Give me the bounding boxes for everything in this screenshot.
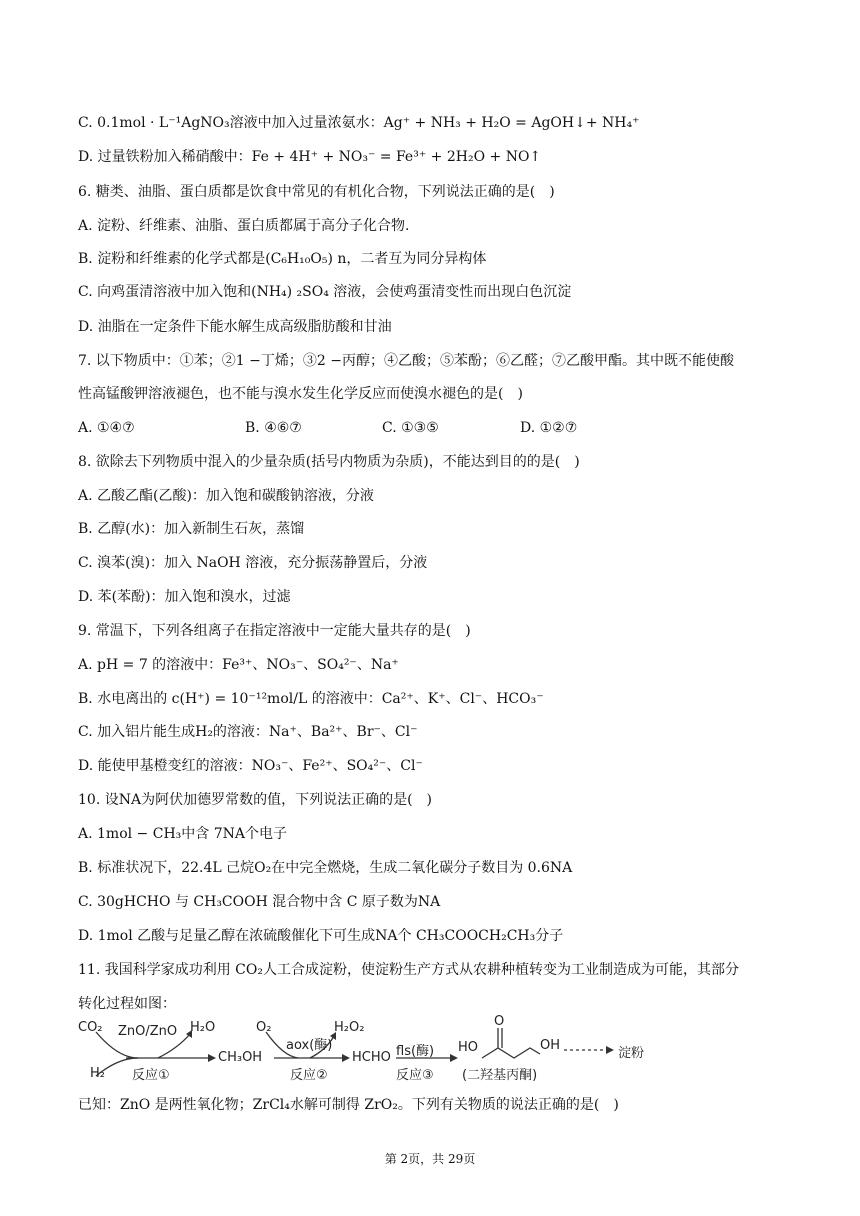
question-6-option-c: C. 向鸡蛋清溶液中加入饱和(NH₄) ₂SO₄ 溶液，会使鸡蛋清变性而出现白色沉淀 <box>78 284 572 300</box>
question-6-option-b: B. 淀粉和纤维素的化学式都是(C₆H₁₀O₅) n，二者互为同分异构体 <box>78 251 487 267</box>
scheme-ch3oh: CH₃OH <box>218 1050 263 1065</box>
question-8-option-a: A. 乙酸乙酯(乙酸)：加入饱和碳酸钠溶液，分液 <box>78 488 374 504</box>
question-6-option-d: D. 油脂在一定条件下能水解生成高级脂肪酸和甘油 <box>78 319 392 335</box>
question-10-option-b: B. 标准状况下，22.4L 己烷O₂在中完全燃烧，生成二氧化碳分子数目为 0.6NA <box>78 860 573 876</box>
scheme-catalyst: ZnO/ZnO <box>118 1024 178 1039</box>
scheme-h2o: H₂O <box>190 1020 216 1035</box>
question-10-stem: 10. 设NA为阿伏加德罗常数的值，下列说法正确的是( ) <box>78 792 432 808</box>
question-7-option-b: B. ④⑥⑦ <box>245 420 302 436</box>
question-7-option-c: C. ①③⑤ <box>382 420 439 436</box>
question-8-stem: 8. 欲除去下列物质中混入的少量杂质(括号内物质为杂质)，不能达到目的的是( ) <box>78 454 580 470</box>
scheme-h2o2: H₂O₂ <box>334 1020 365 1035</box>
question-9-option-b: B. 水电离出的 c(H⁺) = 10⁻¹²mol/L 的溶液中：Ca²⁺、K⁺、Cl⁻、HCO₃⁻ <box>78 691 544 707</box>
scheme-o2: O₂ <box>256 1020 272 1035</box>
scheme-starch: 淀粉 <box>618 1046 645 1061</box>
question-9-option-a: A. pH = 7 的溶液中：Fe³⁺、NO₃⁻、SO₄²⁻、Na⁺ <box>78 657 399 673</box>
scheme-ho: HO <box>458 1040 479 1055</box>
scheme-oh: OH <box>540 1038 561 1053</box>
scheme-reaction-3: 反应③ <box>396 1068 434 1083</box>
page-footer: 第 2页，共 29页 <box>384 1152 476 1166</box>
question-8-option-d: D. 苯(苯酚)：加入饱和溴水，过滤 <box>78 589 291 605</box>
question-7-stem-line1: 7. 以下物质中：①苯；②1 −丁烯；③2 −丙醇；④乙酸；⑤苯酚；⑥乙醛；⑦乙酸甲酯。其中既不能使酸 <box>78 353 734 369</box>
question-10-option-d: D. 1mol 乙酸与足量乙醇在浓硫酸催化下可生成NA个 CH₃COOCH₂CH₃分子 <box>78 928 564 944</box>
question-10-option-a: A. 1mol − CH₃中含 7NA个电子 <box>78 826 287 842</box>
question-11-stem-line1: 11. 我国科学家成功利用 CO₂人工合成淀粉，使淀粉生产方式从农耕种植转变为工业制造成为可能，其部分 <box>78 962 739 978</box>
scheme-hcho: HCHO <box>352 1050 391 1065</box>
scheme-aox-enzyme: aox(酶) <box>286 1038 333 1053</box>
question-8-option-b: B. 乙醇(水)：加入新制生石灰，蒸馏 <box>78 521 305 537</box>
scheme-dihydroxyacetone: (二羟基丙酮) <box>462 1068 538 1083</box>
question-8-option-c: C. 溴苯(溴)：加入 NaOH 溶液，充分振荡静置后，分液 <box>78 555 428 571</box>
scheme-fls-enzyme: fls(酶) <box>396 1044 435 1059</box>
question-6-stem: 6. 糖类、油脂、蛋白质都是饮食中常见的有机化合物，下列说法正确的是( ) <box>78 184 555 200</box>
question-11-stem-line2: 转化过程如图： <box>78 996 176 1012</box>
question-9-stem: 9. 常温下，下列各组离子在指定溶液中一定能大量共存的是( ) <box>78 623 471 639</box>
question-7-stem-line2: 性高锰酸钾溶液褪色，也不能与溴水发生化学反应而使溴水褪色的是( ) <box>78 386 523 402</box>
question-7-option-a: A. ①④⑦ <box>78 420 135 436</box>
option-c-ammonia: C. 0.1mol · L⁻¹AgNO₃溶液中加入过量浓氨水：Ag⁺ + NH₃ + H₂O = AgOH↓+ NH₄⁺ <box>78 115 640 131</box>
scheme-reaction-1: 反应① <box>132 1068 170 1083</box>
question-9-option-c: C. 加入铝片能生成H₂的溶液：Na⁺、Ba²⁺、Br⁻、Cl⁻ <box>78 724 418 740</box>
question-11-given: 已知：ZnO 是两性氧化物；ZrCl₄水解可制得 ZrO₂。下列有关物质的说法正确的是( ) <box>78 1097 619 1113</box>
question-9-option-d: D. 能使甲基橙变红的溶液：NO₃⁻、Fe²⁺、SO₄²⁻、Cl⁻ <box>78 758 423 774</box>
scheme-reaction-2: 反应② <box>290 1068 328 1083</box>
question-6-option-a: A. 淀粉、纤维素、油脂、蛋白质都属于高分子化合物. <box>78 218 410 234</box>
question-10-option-c: C. 30gHCHO 与 CH₃COOH 混合物中含 C 原子数为NA <box>78 894 441 910</box>
question-7-option-d: D. ①②⑦ <box>520 420 578 436</box>
scheme-carbonyl-o: O <box>494 1014 505 1029</box>
scheme-h2: H₂ <box>90 1066 105 1081</box>
reaction-scheme <box>78 1014 678 1084</box>
scheme-co2: CO₂ <box>78 1020 103 1035</box>
option-d-iron-nitric: D. 过量铁粉加入稀硝酸中：Fe + 4H⁺ + NO₃⁻ = Fe³⁺ + 2H₂O + NO↑ <box>78 149 542 165</box>
